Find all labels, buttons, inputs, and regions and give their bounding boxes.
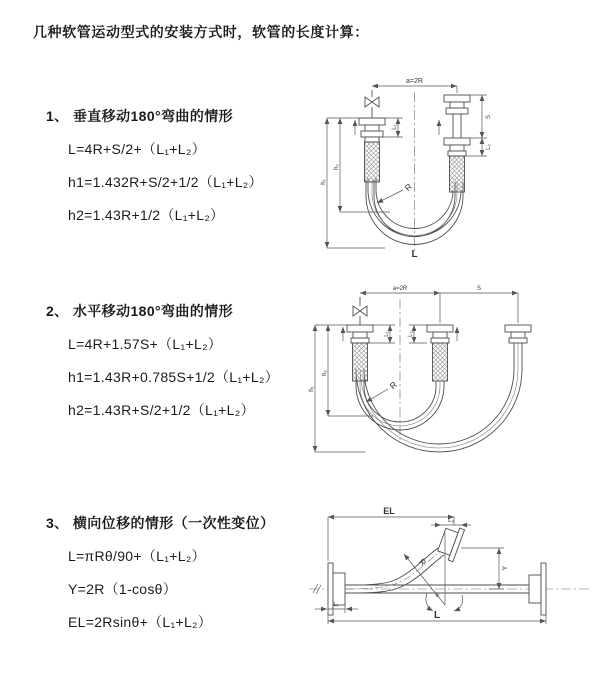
radius-callout — [366, 379, 399, 402]
section-2 — [46, 301, 346, 420]
svg-text:EL: EL — [383, 506, 395, 516]
svg-text:h₂: h₂ — [334, 164, 340, 170]
dimension-a2r — [372, 78, 457, 93]
right-flange-fitting — [505, 325, 531, 343]
section-1-heading: 1、 垂直移动180°弯曲的情形 — [46, 108, 234, 124]
svg-text:L₂: L₂ — [486, 144, 492, 150]
diagram-vertical-180-bend — [315, 72, 590, 260]
length-label: L — [411, 249, 418, 260]
dimension-l1 — [315, 602, 358, 615]
svg-text:Y: Y — [502, 565, 509, 571]
section-2-formula-h1: h1=1.43R+0.785S+1/2（L₁+L₂） — [68, 369, 279, 385]
svg-text:h₁: h₁ — [309, 386, 315, 392]
section-2-formula-L: L=4R+1.57S+（L₁+L₂） — [68, 336, 223, 352]
svg-text:L: L — [433, 610, 441, 621]
displaced-flange-fitting — [436, 524, 465, 562]
svg-text:L₁: L₁ — [392, 124, 398, 130]
svg-text:S: S — [486, 114, 492, 120]
braided-hose-section — [433, 343, 448, 381]
section-1-formula-L: L=4R+S/2+（L₁+L₂） — [68, 141, 206, 157]
dimension-s — [440, 286, 518, 323]
angle-label: θ — [435, 593, 439, 599]
right-flange-fitting — [444, 95, 470, 192]
svg-text:S: S — [476, 286, 482, 292]
section-3-heading: 3、 横向位移的情形（一次性变位） — [46, 515, 275, 531]
braided-hose-section — [450, 156, 465, 192]
radius-callout — [377, 181, 414, 203]
braided-hose-section — [353, 343, 368, 381]
braided-hose-section — [365, 142, 380, 182]
dimension-l2 — [431, 518, 471, 525]
section-2-heading: 2、 水平移动180°弯曲的情形 — [46, 303, 234, 319]
svg-text:R: R — [387, 379, 399, 392]
svg-text:h₂: h₂ — [322, 370, 328, 376]
dimension-y — [461, 548, 509, 589]
svg-text:L₁: L₁ — [333, 602, 339, 608]
page-title: 几种软管运动型式的安装方式时，软管的长度计算： — [33, 24, 369, 40]
section-3-formula-Y: Y=2R（1-cosθ） — [68, 581, 178, 597]
svg-text:L₂: L₂ — [448, 518, 454, 524]
dimension-el — [328, 506, 454, 561]
left-flange-fitting — [359, 90, 385, 182]
section-3-formula-EL: EL=2Rsinθ+（L₁+L₂） — [68, 614, 213, 630]
section-2-formula-h2: h2=1.43R+S/2+1/2（L₁+L₂） — [68, 402, 255, 418]
section-1-formula-h2: h2=1.43R+1/2（L₁+L₂） — [68, 207, 225, 223]
svg-text:L₁: L₁ — [384, 331, 390, 337]
right-flange-fitting — [529, 563, 546, 615]
left-flange-fitting — [347, 297, 373, 381]
valve-icon — [365, 97, 379, 107]
diagram-lateral-displacement — [301, 503, 597, 665]
section-3-formula-L: L=πRθ/90+（L₁+L₂） — [68, 548, 206, 564]
svg-text:a=2R: a=2R — [392, 286, 408, 292]
radius-label: R — [417, 556, 429, 569]
diagram-horizontal-180-bend — [303, 281, 595, 459]
hose-s-curve — [345, 548, 444, 593]
svg-text:h₁: h₁ — [321, 179, 327, 185]
section-1 — [46, 106, 346, 225]
dimension-l — [328, 610, 546, 624]
svg-text:R: R — [402, 181, 414, 194]
valve-icon — [353, 306, 367, 316]
svg-text:L₂: L₂ — [408, 331, 414, 337]
middle-flange-fitting — [427, 325, 453, 381]
section-1-formula-h1: h1=1.432R+S/2+1/2（L₁+L₂） — [68, 174, 263, 190]
svg-text:a=2R: a=2R — [406, 78, 423, 85]
dimension-l2 — [408, 325, 427, 343]
dimension-s — [470, 95, 492, 138]
